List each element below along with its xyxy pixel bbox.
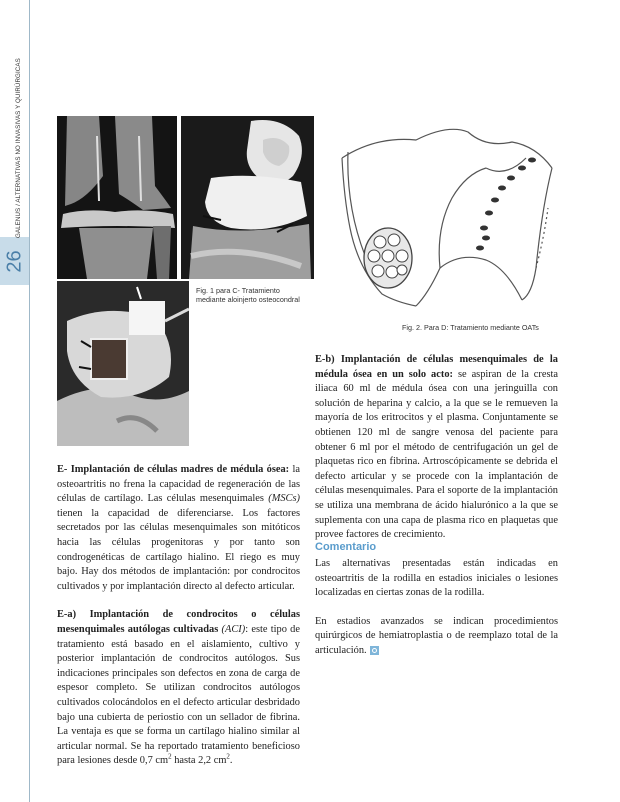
sidebar <box>0 0 30 802</box>
oats-drawing <box>336 118 558 312</box>
comment-paragraph-2-text: En estadios avanzados se indican procedimientos quirúrgicos de hemiatroplastia o de reemplazo total de la articulación. <box>315 615 558 656</box>
section-ea-sup-2: 2 <box>226 752 230 761</box>
section-ea-text-2: hasta 2,2 cm <box>171 755 227 767</box>
section-ea-abbrev: (ACI) <box>221 623 246 635</box>
section-e-paragraph <box>57 463 300 594</box>
section-e-text-1: la osteoartritis no frena la capacidad de regeneración de las células de cartílago. Las células mesenquimales <box>57 464 300 505</box>
comment-paragraph-1: Las alternativas presentadas están indicadas en osteoartritis de la rodilla en estadios iniciales o lesiones localizadas en ciertas zonas de la rodilla. <box>315 558 558 599</box>
right-column <box>315 353 558 543</box>
section-eb-heading: E-b) Implantación de células mesenquimales de la médula ósea en un solo acto: <box>315 354 558 380</box>
section-e-heading: E- Implantación de células madres de médula ósea: <box>57 464 290 475</box>
graft-surgery-photo <box>181 116 314 279</box>
section-ea-text-1: : este tipo de tratamiento está basado en el aislamiento, cultivo y posterior implantación de condrocitos autólogos. Sus indicaciones principales son defectos en zona de carga de espesor completo. Se utilizan condrocitos autólogos cultivados colocándolos en el defecto articular desbridado bajo una cubierta de periostio con un sellador de fibrina. La ventaja es que se forma un cartílago hialino similar al articular normal. Se ha reportado tratamiento beneficioso para lesiones desde 0,7 cm <box>57 623 300 767</box>
section-ea-heading: E-a) Implantación de condrocitos o células mesenquimales autólogas cultivadas <box>57 609 300 635</box>
page-number: 26 <box>3 249 26 273</box>
left-column <box>57 463 300 769</box>
figure-2-caption: Fig. 2. Para D: Tratamiento mediante OATs <box>402 323 539 332</box>
condyle-surgery-photo <box>57 281 189 446</box>
section-eb-paragraph <box>315 353 558 543</box>
figure-1-caption: Fig. 1 para C- Tratamiento mediante aloinjerto osteocondral <box>196 286 300 304</box>
section-eb-text: se aspiran de la cresta iliaca 60 ml de médula ósea con una jeringuilla con solución de heparina y calcio, a la que se le remueven la mayoría de los eritrocitos y el plasma. Conjuntamente se obtienen 120 ml de sangre venosa del paciente para obtener 6 ml por el método de centrifugación un gel de plaquetas rico en fibrina. Artroscópicamente se debrida el defecto articular y se procede con la implantación de células mesenquimales. Para el soporte de la implantación se utiliza una membrana de ácido hialurónico a la que se suplementa con una capa de plasma rico en plaquetas que provee factores de crecimiento. <box>315 368 559 541</box>
section-e-text-2: tienen la capacidad de diferenciarse. Los factores secretados por las células mesenquimales son mitóticos hacia las células progenitoras y por tanto son condrogenéticas de cartílago hialino. El riego es muy bajo. Hay dos métodos de implantación: por condrocitos cultivados y por implantación directo al defecto articular. <box>57 507 300 592</box>
xray-knee-photo <box>57 116 177 279</box>
running-head: GALENUS / ALTERNATIVAS NO INVASIVAS Y QUIRÚRGICAS <box>15 58 22 238</box>
section-ea-sup-1: 2 <box>168 752 172 761</box>
sidebar-rule <box>29 0 30 802</box>
section-ea-paragraph <box>57 608 300 769</box>
comment-body <box>315 557 558 659</box>
section-e-abbrev: (MSCs) <box>268 493 300 505</box>
end-of-article-icon <box>370 646 379 655</box>
comment-heading: Comentario <box>315 541 377 553</box>
comment-paragraph-2 <box>315 615 558 659</box>
section-ea-text-3: . <box>229 755 233 767</box>
